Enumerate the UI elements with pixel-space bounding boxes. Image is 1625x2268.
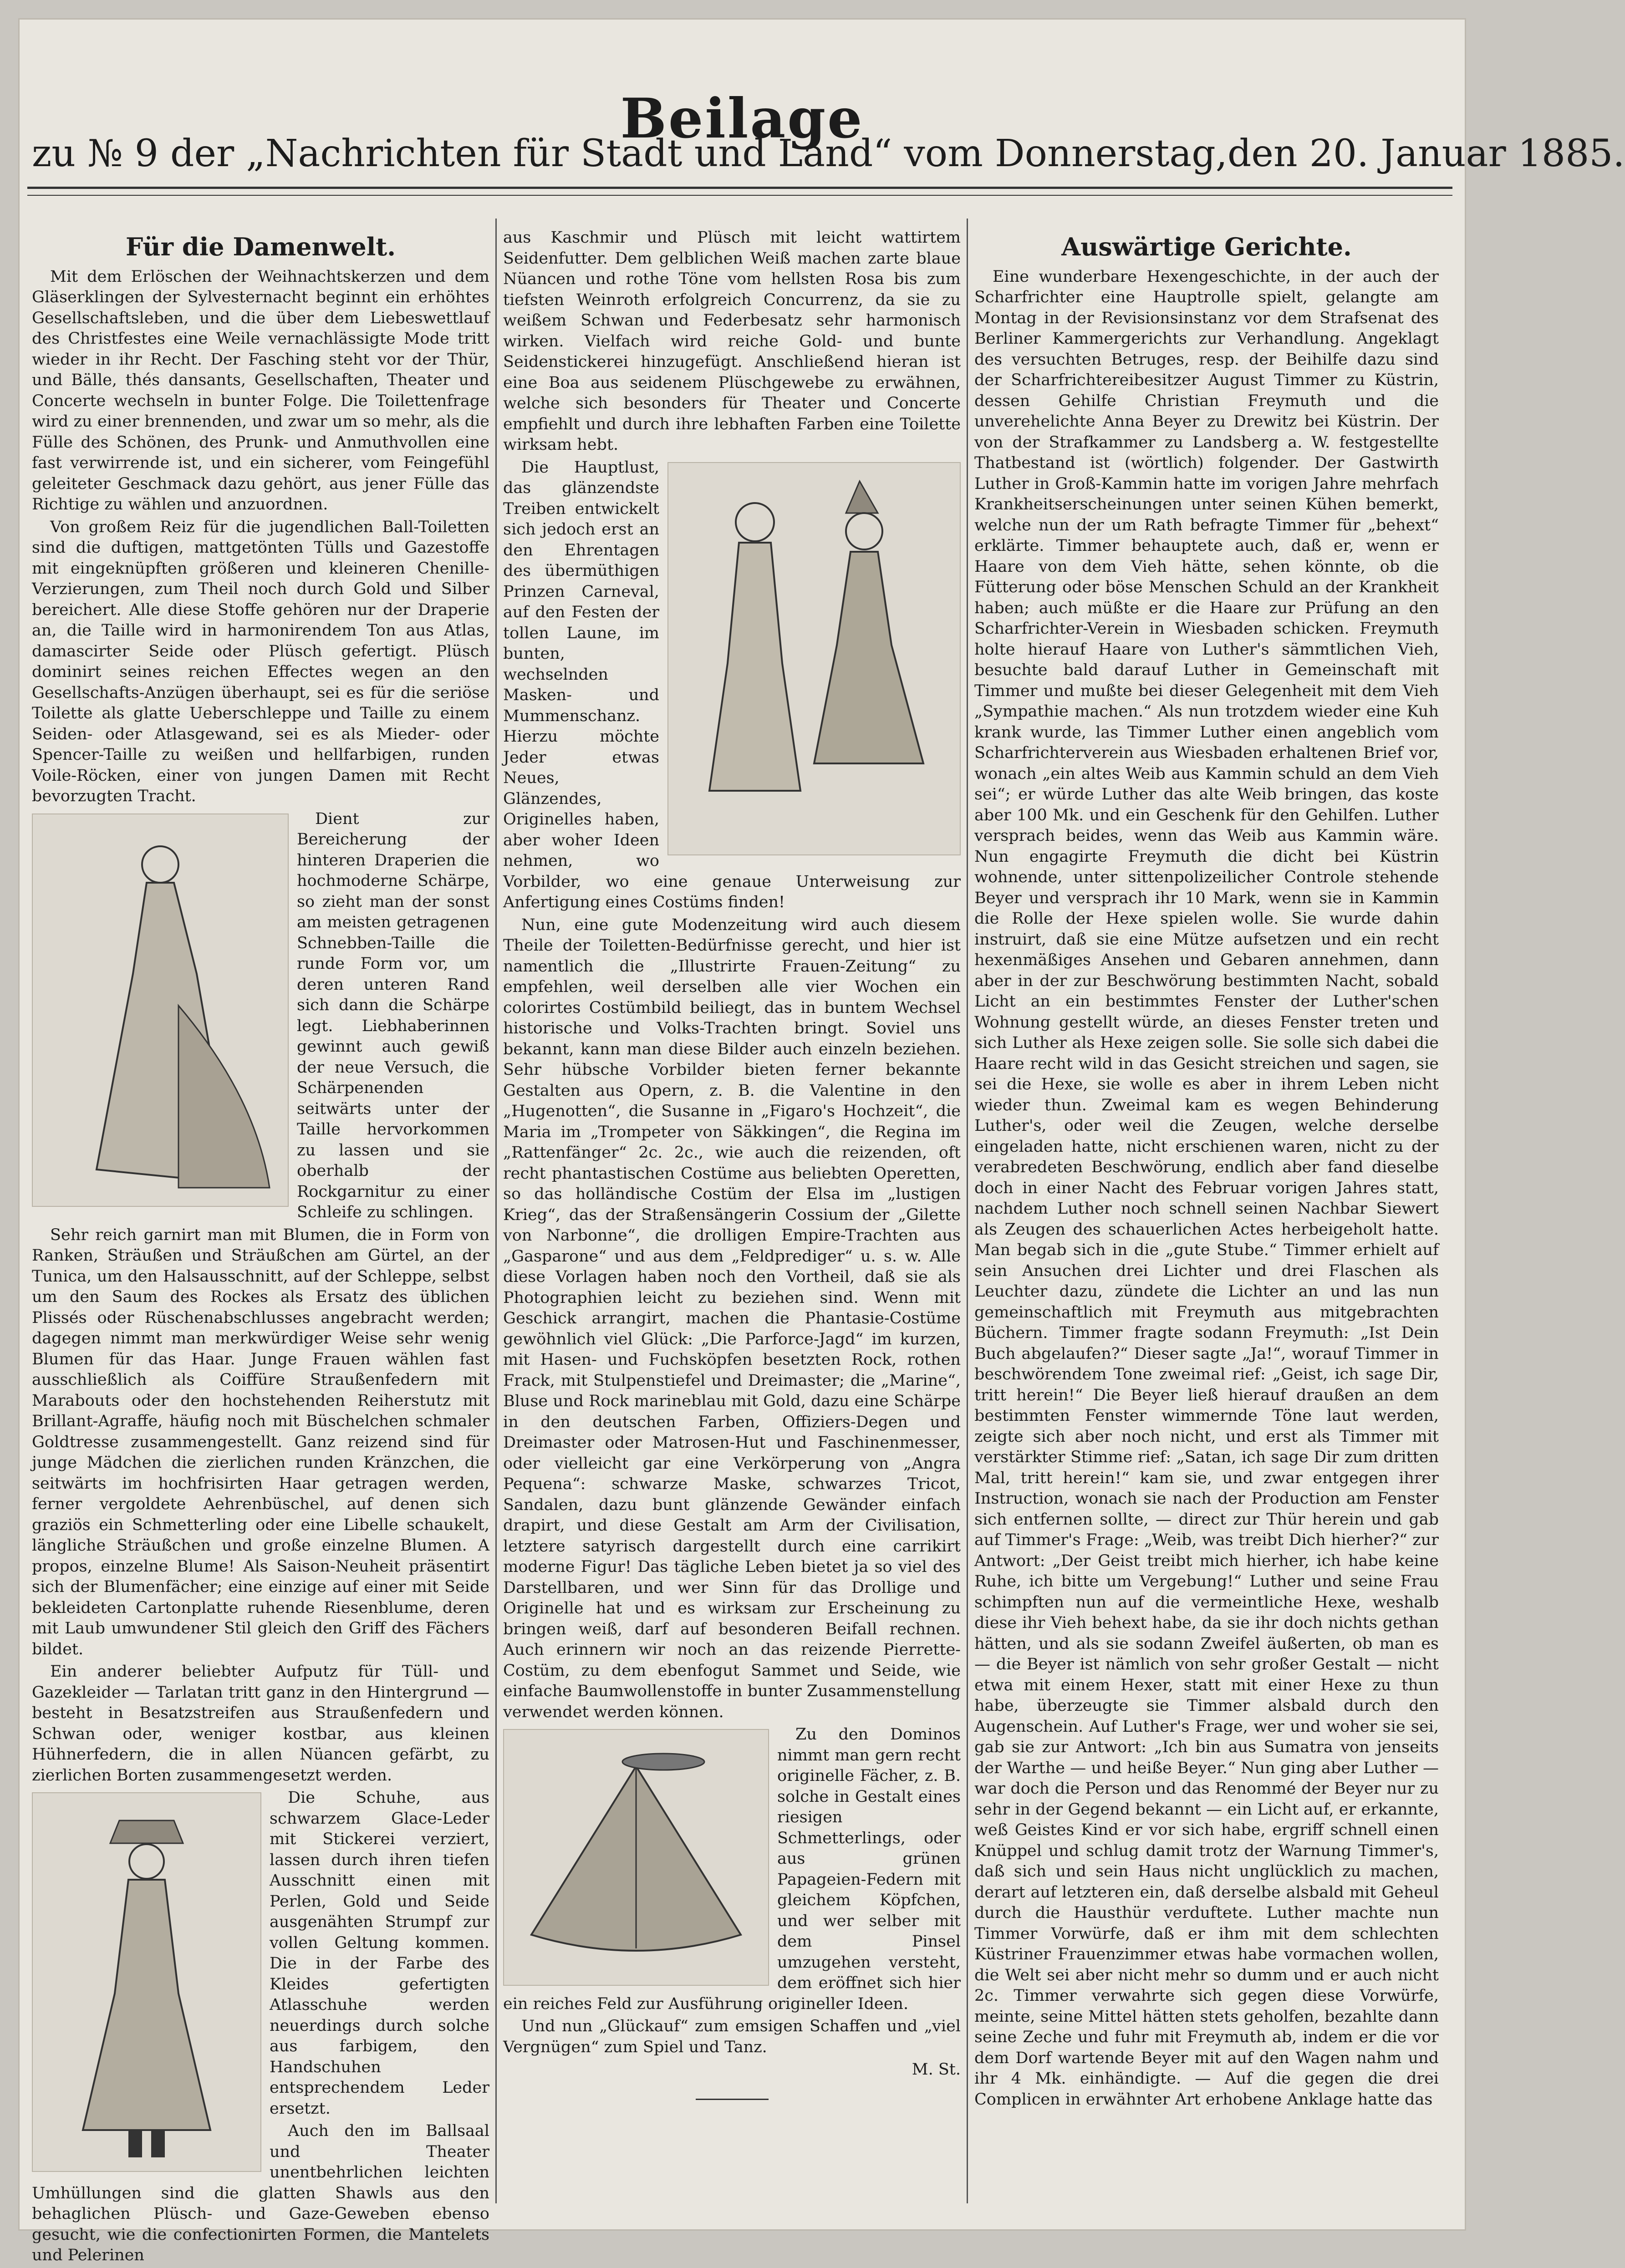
subtitle-date: den 20. Januar 1885.	[1227, 132, 1625, 175]
paragraph: Die Hauptlust, das glänzendste Treiben entwickelt sich jedoch erst an den Ehrentagen des übermüthigen Prinzen Carneval, auf den Festen der tollen Laune, im bunten, wechselnden Masken- und Mummenschanz. Hierzu möchte Jeder etwas Neues, Glänzendes, Originelles haben, aber woher Ideen nehmen, wo Vorbilder, wo eine genaue Unterweisung zur Anfertigung eines Costüms finden!	[503, 458, 961, 911]
paragraph: Ein anderer beliebter Aufputz für Tüll- und Gazekleider — Tarlatan tritt ganz in den Hintergrund — besteht in Besatzstreifen aus Straußenfedern und Schwan oder, weniger kostbar, aus kleinen Hühnerfedern, die in allen Nüancen gefärbt, zu zierlichen Borten zusammengesetzt werden.	[32, 1663, 489, 1785]
article-heading: Auswärtige Gerichte.	[1061, 232, 1352, 261]
paragraph: Nun, eine gute Modenzeitung wird auch diesem Theile der Toiletten-Bedürfnisse gerecht, und hier ist namentlich die „Illustrirte Frauen-Zeitung“ zu empfehlen, weil derselben alle vier Wochen ein colorirtes Costümbild beiliegt, das in buntem Wechsel historische und Volks-Trachten bringt. Soviel uns bekannt, kann man diese Bilder auch einzeln beziehen. Sehr hübsche Vorbilder bieten ferner bekannte Gestalten aus Opern, z. B. die Valentine in den „Hugenotten“, die Susanne in „Figaro's Hochzeit“, die Maria im „Trompeter von Säkkingen“, die Regina im „Rattenfänger“ 2c. 2c., wie auch die reizenden, oft recht phantastischen Costüme aus beliebten Operetten, so das holländische Costüm der Elsa im „lustigen Krieg“, das der Straßensängerin Cossium der „Gilette von Narbonne“, die drolligen Empire-Trachten aus „Gasparone“ und aus dem „Feldprediger“ u. s. w. Alle diese Vorlagen haben noch den Vortheil, daß sie als Photographien leicht zu beziehen sind. Wenn mit Geschick arrangirt, machen die Phantasie-Costüme gewöhnlich viel Glück: „Die Parforce-Jagd“ im kurzen, mit Hasen- und Fuchsköpfen besetzten Rock, rothen Frack, mit Stulpenstiefel und Dreimaster; die „Marine“, Bluse und Rock marineblau mit Gold, dazu eine Schärpe in den deutschen Farben, Offiziers-Degen und Dreimaster oder Matrosen-Hut und Faschinenmesser, oder vielleicht gar eine Verkörperung von „Angra Pequena“: schwarze Maske, schwarzes Tricot, Sandalen, dazu bunt glänzende Gewänder einfach drapirt, und diese Gestalt am Arm der Civilisation, letztere satyrisch dargestellt durch eine carrikirt moderne Figur! Das tägliche Leben bietet ja so viel des Darstellbaren, und wer Sinn für das Drollige und Originelle hat und es wirksam zur Erscheinung zu bringen weiß, darf auf besonderen Beifall rechnen. Auch erinnern wir noch an das reizende Pierrette-Costüm, zu dem ebenfogut Sammet und Seide, wie einfache Baumwollenstoffe in bunter Zusammenstellung verwendet werden können.	[503, 915, 961, 1721]
column-fashion	[32, 228, 489, 2268]
article-heading: Für die Damenwelt.	[126, 232, 396, 261]
fashion-illustration-costume	[32, 1792, 261, 2172]
paragraph: Die Schuhe, aus schwarzem Glace-Leder mit Stickerei verziert, lassen durch ihren tiefen Ausschnitt einen mit Perlen, Gold und Seide ausgenähten Strumpf zur vollen Geltung kommen. Die in der Farbe des Kleides gefertigten Atlasschuhe werden neuerdings durch solche aus farbigem, den Handschuhen entsprechendem Leder ersetzt.	[270, 1789, 489, 2118]
column-divider	[495, 219, 497, 2203]
carnival-costumes-illustration	[667, 462, 961, 855]
masthead-subline	[32, 132, 1625, 175]
paragraph: Und nun „Glückauf“ zum emsigen Schaffen und „viel Vergnügen“ zum Spiel und Tanz.	[503, 2017, 961, 2056]
fashion-illustration-gown	[32, 814, 289, 1207]
author-signature: M. St.	[912, 2060, 961, 2079]
header-rule	[27, 187, 1452, 189]
paragraph: Von großem Reiz für die jugendlichen Ball-Toiletten sind die duftigen, mattgetönten Tülls und Gazestoffe mit eingeknüpften größeren und kleineren Chenille-Verzierungen, zum Theil noch durch Gold und Silber bereichert. Alle diese Stoffe gehören nur der Draperie an, die Taille wird in harmonirendem Ton aus Atlas, damascirter Seide oder Plüsch gefertigt. Plüsch dominirt seines reichen Effectes wegen an den Gesellschafts-Anzügen überhaupt, sei es für die seriöse Toilette als glatte Ueberschleppe und Taille zu einem Seiden- oder Atlasgewand, sei es als Mieder- oder Spencer-Taille zu weißen und hellfarbigen, runden Voile-Röcken, einer von jungen Damen mit Recht bevorzugten Tracht.	[32, 518, 489, 805]
paragraph: Zu den Dominos nimmt man gern recht originelle Fächer, z. B. solche in Gestalt eines riesigen Schmetterlings, oder aus grünen Papageien-Federn mit gleichem Köpfchen, und wer selber mit dem Pinsel umzugehen versteht, dem eröffnet sich hier ein reiches Feld zur Ausführung origineller Ideen.	[503, 1725, 961, 2013]
subtitle-left: zu № 9 der „Nachrichten für Stadt und Land“ vom Donnerstag,	[32, 132, 1228, 175]
page-title: Beilage	[620, 86, 864, 151]
paragraph: Sehr reich garnirt man mit Blumen, die in Form von Ranken, Sträußen und Sträußchen am Gürtel, an der Tunica, um den Halsausschnitt, auf der Schleppe, selbst um den Saum des Rockes als Ersatz des üblichen Plissés oder Rüschenabschlusses angebracht werden; dagegen nimmt man merkwürdiger Weise sehr wenig Blumen für das Haar. Junge Frauen wählen fast ausschließlich als Coiffüre Straußenfedern mit Marabouts oder den hochstehenden Reiherstutz mit Brillant-Agraffe, häufig noch mit Büschelchen schmaler Goldtresse zusammengestellt. Ganz reizend sind für junge Mädchen die zierlichen runden Kränzchen, die seitwärts im hochfrisirten Haar getragen werden, ferner vergoldete Aehrenbüschel, auf denen sich graziös ein Schmetterling oder eine Libelle schaukelt, längliche Sträußchen und große einzelne Blumen. A propos, einzelne Blume! Als Saison-Neuheit präsentirt sich der Blumenfächer; eine einzige auf einer mit Seide bekleideten Cartonplatte ruhende Riesenblume, deren mit Laub umwundener Stil gleich den Griff des Fächers bildet.	[32, 1226, 489, 1658]
paragraph: Eine wunderbare Hexengeschichte, in der auch der Scharfrichter eine Hauptrolle spielt, gelangte am Montag in der Revisionsinstanz vor dem Strafsenat des Berliner Kammergerichts zur Verhandlung. Angeklagt des versuchten Betruges, resp. der Beihilfe dazu sind der Scharfrichtereibesitzer August Timmer zu Küstrin, dessen Gehilfe Christian Freymuth und die unverehelichte Anna Beyer zu Drewitz bei Küstrin. Der von der Strafkammer zu Landsberg a. W. festgestellte Thatbestand ist (wörtlich) folgender. Der Gastwirth Luther in Groß-Kammin hatte im vorigen Jahre mehrfach Krankheitserscheinungen unter seinen Kühen bemerkt, welche nun der um Rath befragte Timmer für „behext“ erklärte. Timmer behauptete auch, daß er, wenn er Haare von dem Vieh hätte, sehen könnte, ob die Fütterung oder böse Menschen Schuld an der Krankheit haben; auch müßte er die Haare zur Prüfung an den Scharfrichter-Verein in Wiesbaden schicken. Freymuth holte hierauf Haare von Luther's sämmtlichen Vieh, besuchte bald darauf Luther in Gemeinschaft mit Timmer und mußte bei dieser Gelegenheit mit dem Vieh „Sympathie machen.“ Als nun trotzdem wieder eine Kuh krank wurde, las Timmer Luther einen angeblich vom Scharfrichterverein aus Wiesbaden erhaltenen Brief vor, wonach „ein altes Weib aus Kammin schuld an dem Vieh sei“; er würde Luther das alte Weib bringen, das koste aber 100 Mk. und ein Geschenk für den Gehilfen. Luther versprach beides, wenn das Weib aus Kammin wäre. Nun engagirte Freymuth die dicht bei Küstrin wohnende, unter sittenpolizeilicher Controle stehende Beyer und versprach ihr 10 Mark, wenn sie in Kammin die Rolle der Hexe spielen wolle. Sie wurde dahin instruirt, daß sie eine Mütze aufsetzen und ein recht hexenmäßiges Ansehen und Gebaren annehmen, dann aber in der zur Beschwörung bestimmten Nacht, sobald Licht an ein bestimmtes Fenster der Luther'schen Wohnung gestellt würde, an dieses Fenster treten und sich Luther als Hexe zeigen solle. Sie solle sich dabei die Haare recht wild in das Gesicht streichen und sagen, sie sei die Hexe, sie wolle es aber in ihrem Leben nicht wieder thun. Zweimal kam es wegen Behinderung Luther's, oder weil die Zeugen, welche derselbe eingeladen hatte, nicht erschienen waren, nicht zu der verabredeten Beschwörung, endlich aber fand dieselbe doch in einer Nacht des Februar vorigen Jahres statt, nachdem Luther noch schnell seinen Nachbar Siewert als Zeugen des schauerlichen Actes herbeigeholt hatte. Man begab sich in die „gute Stube.“ Timmer erhielt auf sein Ansuchen drei Lichter und drei Flaschen als Leuchter dazu, zündete die Lichter an und las nun gemeinschaftlich mit Freymuth aus mitgebrachten Büchern. Timmer fragte sodann Freymuth: „Ist Dein Buch abgelaufen?“ Dieser sagte „Ja!“, worauf Timmer in beschwörendem Tone zweimal rief: „Geist, ich sage Dir, tritt herein!“ Die Beyer ließ hierauf draußen an dem bestimmten Fenster wimmernde Töne laut werden, zeigte sich aber noch nicht, und erst als Timmer mit verstärkter Stimme rief: „Satan, ich sage Dir zum dritten Mal, tritt herein!“ kam sie, und zwar entgegen ihrer Instruction, wonach sie nach der Production am Fenster sich entfernen sollte, — direct zur Thür herein und gab auf Timmer's Frage: „Weib, was treibt Dich hierher?“ zur Antwort: „Der Geist treibt mich hierher, ich habe keine Ruhe, ich bitte um Vergebung!“ Luther und seine Frau schimpften nun auf die vermeintliche Hexe, weshalb diese ihr Vieh behext habe, da sie ihr doch nichts gethan hätten, und als sie sodann Zweifel äußerten, ob man es — die Beyer ist nämlich von sehr großer Gestalt — nicht etwa mit einem Hexer, statt mit einer Hexe zu thun habe, überzeugte sie Timmer alsbald durch den Augenschein. Auf Luther's Frage, wer und woher sie sei, gab sie zur Antwort: „Ich bin aus Sumatra von jenseits der Warthe — und heiße Beyer.“ Nun ging aber Luther — war doch die Person und das Renommé der Beyer nur zu sehr in der Gegend bekannt — ein Licht auf, er erkannte, weß Geistes Kind er vor sich habe, ergriff schnell einen Knüppel und schlug damit trotz der Warnung Timmer's, daß sich und sein Haus nicht unglücklich zu machen, derart auf letzteren ein, daß derselbe alsbald mit Geheul durch die Hausthür verduftete. Luther machte nun Timmer Vorwürfe, daß er ihm mit dem schlechten Küstriner Frauenzimmer etwas habe vormachen wollen, die Welt sei aber nicht mehr so dumm und er auch nicht 2c. Timmer verwahrte sich gegen diese Vorwürfe, meinte, seine Mittel hätten stets geholfen, bezahlte dann seine Zeche und fuhr mit Freymuth ab, indem er die vor dem Dorf wartende Beyer mit auf den Wagen nahm und ihr 4 Mk. einhändigte. — Auf die gegen die drei Complicen in erwähnter Art erhobene Anklage hatte das	[974, 267, 1439, 2109]
newspaper-page	[18, 18, 1625, 2264]
column-fashion-continued	[503, 228, 961, 2100]
butterfly-fan-illustration	[503, 1729, 769, 1986]
paragraph: Dient zur Bereicherung der hinteren Draperien die hochmoderne Schärpe, so zieht man der sonst am meisten getragenen Schnebben-Taille die runde Form vor, um deren unteren Rand sich dann die Schärpe legt. Liebhaberinnen gewinnt auch gewiß der neue Versuch, die Schärpenenden seitwärts unter der Taille hervorkommen zu lassen und sie oberhalb der Rockgarnitur zu einer Schleife zu schlingen.	[297, 809, 489, 1221]
paragraph: Auch den im Ballsaal und Theater unentbehrlichen leichten Umhüllungen sind die glatten Shawls aus den behaglichen Plüsch- und Gaze-Geweben ebenso gesucht, wie die confectionirten Formen, die Mantelets und Pelerinen	[32, 2122, 489, 2264]
section-divider	[696, 2099, 769, 2100]
paragraph: aus Kaschmir und Plüsch mit leicht wattirtem Seidenfutter. Dem gelblichen Weiß machen zarte blaue Nüancen und rothe Töne vom hellsten Rosa bis zum tiefsten Weinroth erfolgreich Concurrenz, da sie zu weißem Schwan und Federbesatz sehr harmonisch wirken. Vielfach wird reiche Gold- und bunte Seidenstickerei hinzugefügt. Anschließend hieran ist eine Boa aus seidenem Plüschgewebe zu erwähnen, welche sich besonders für Theater und Concerte empfiehlt und durch ihre lebhaften Farben eine Toilette wirksam hebt.	[503, 229, 961, 454]
column-court-news	[974, 228, 1439, 2112]
column-divider	[967, 219, 968, 2203]
paragraph: Mit dem Erlöschen der Weihnachtskerzen und dem Gläserklingen der Sylvesternacht beginnt ein erhöhtes Gesellschaftsleben, und die über dem Liebeswettlauf des Christfestes eine Weile vernachlässigte Mode tritt wieder in ihr Recht. Der Fasching steht vor der Thür, und Bälle, thés dansants, Gesellschaften, Theater und Concerte wechseln in bunter Folge. Die Toilettenfrage wird zu einer brennenden, und zwar um so mehr, als die Fülle des Schönen, des Prunk- und Anmuthvollen eine fast verwirrende ist, und ein sicherer, vom Feingefühl geleiteter Geschmack dazu gehört, aus jener Fülle das Richtige zu wählen und anzuordnen.	[32, 267, 489, 514]
header-rule-thin	[27, 195, 1452, 196]
